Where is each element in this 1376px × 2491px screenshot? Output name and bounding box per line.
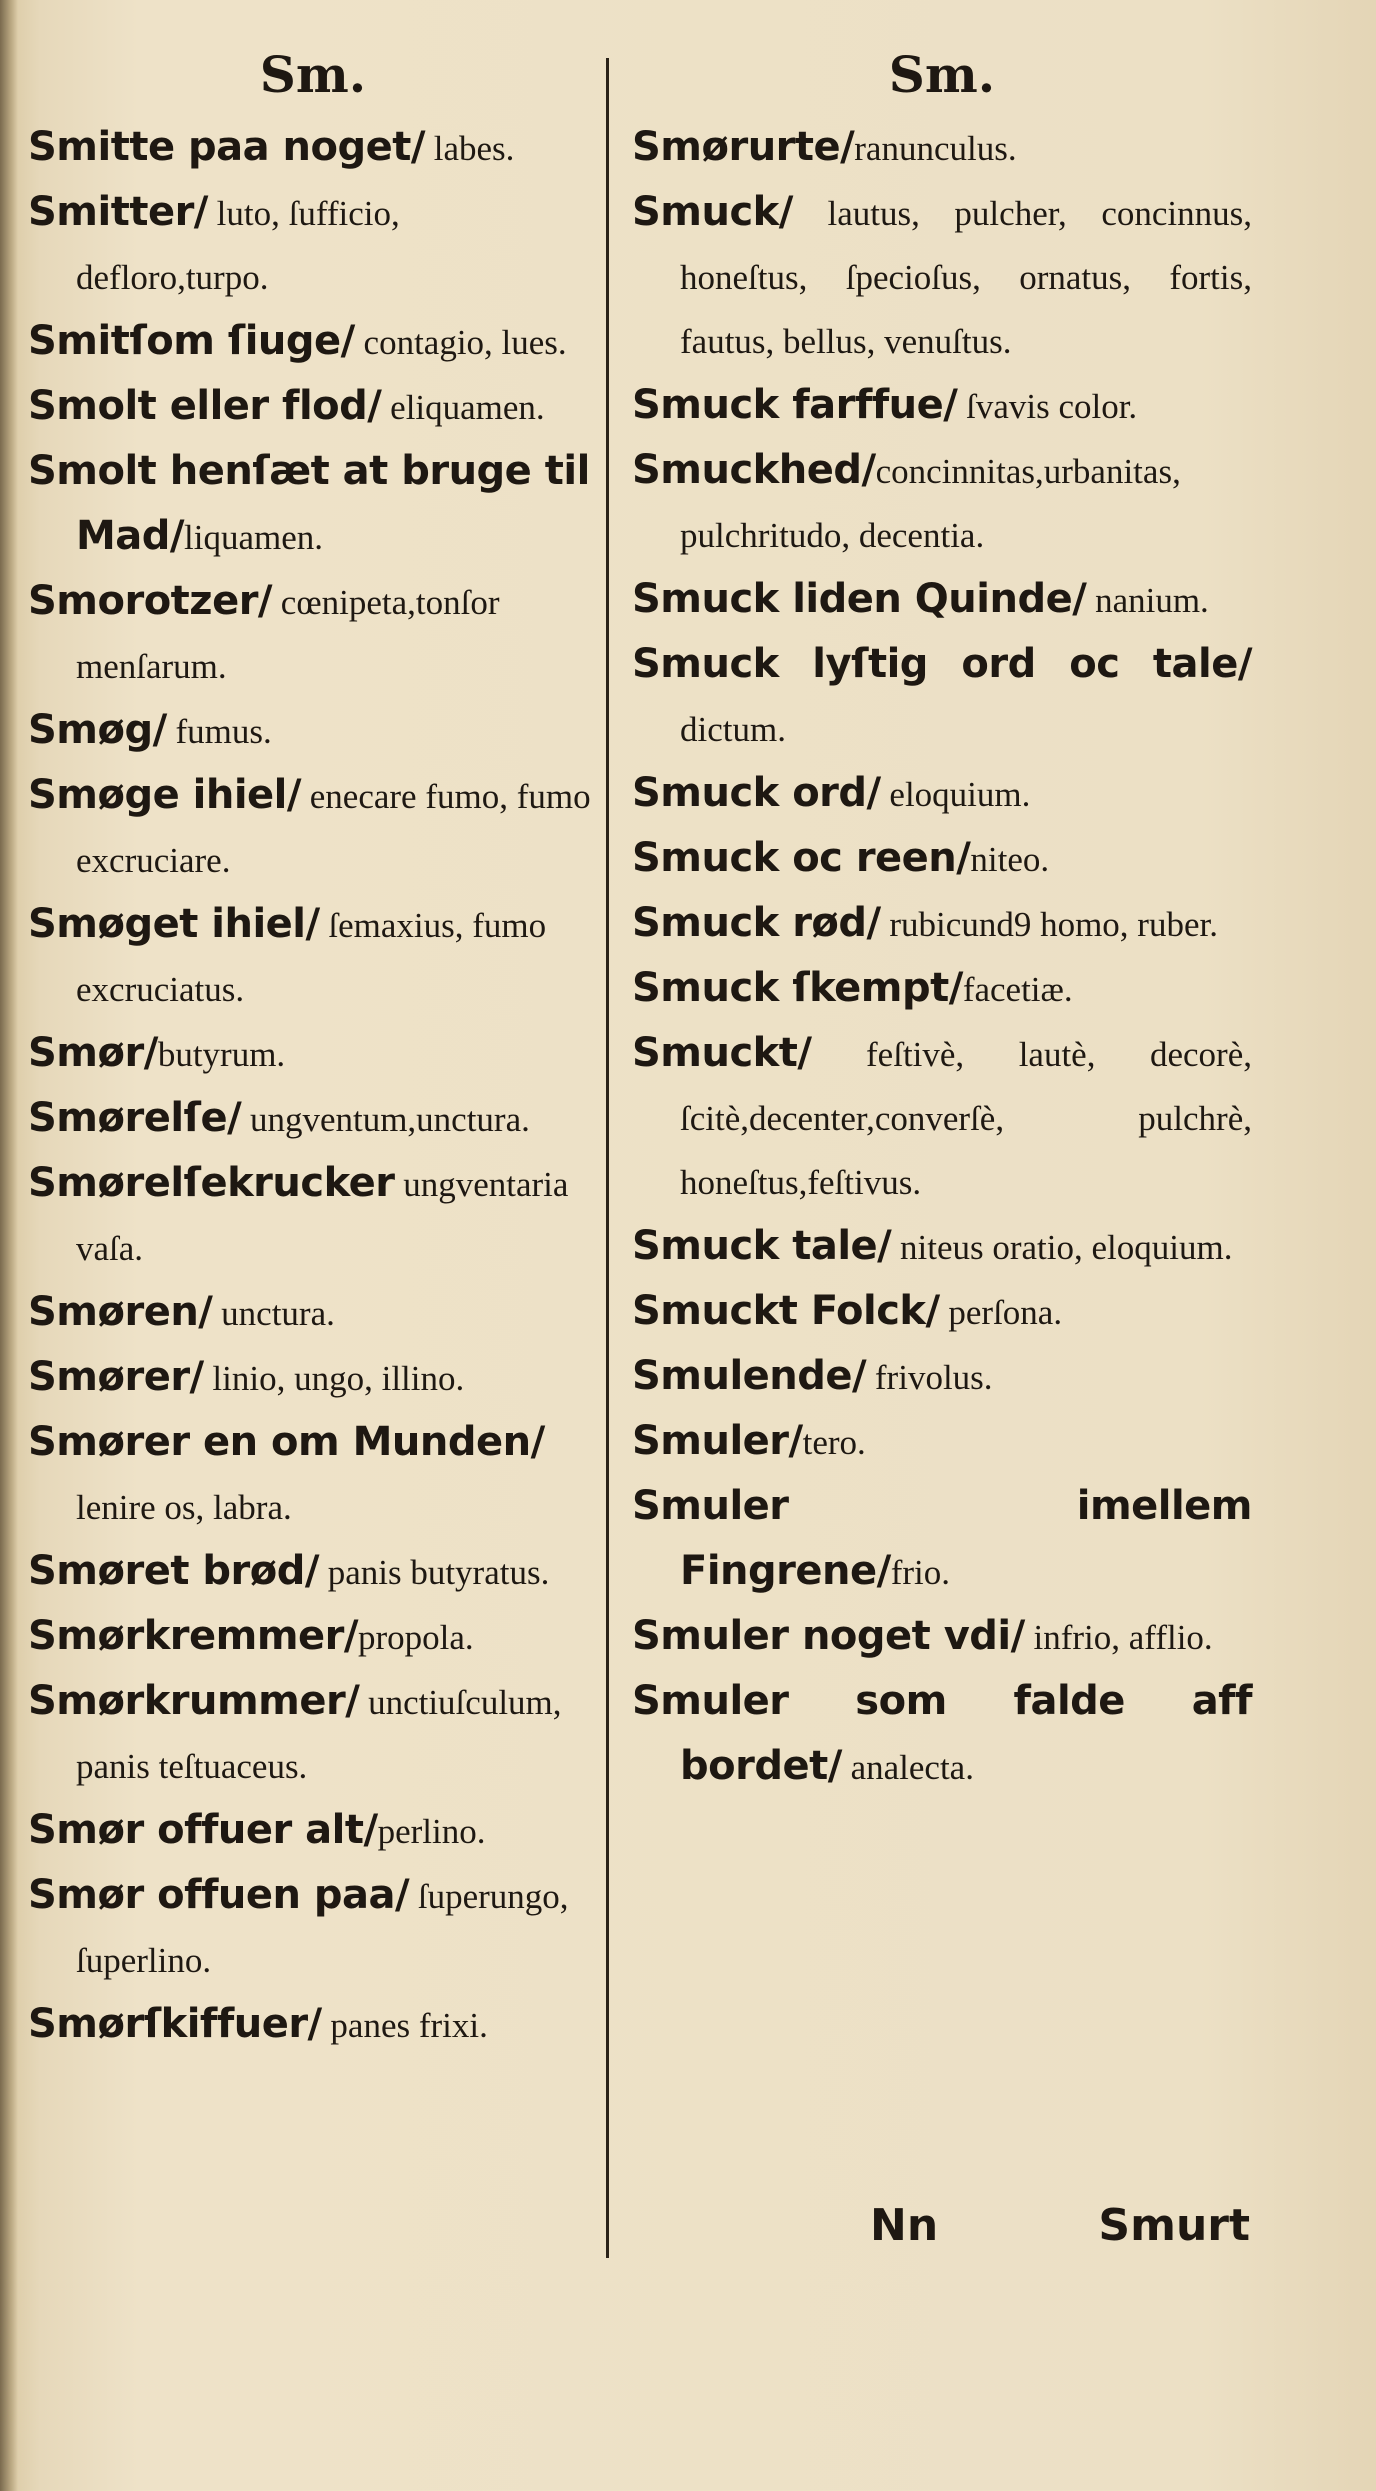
entry-definition: liquamen. bbox=[184, 518, 324, 557]
entry-definition: lautus, pulcher, concinnus, honeſtus, ſpecioſus, ornatus, fortis, fautus, bellus, venuſtus. bbox=[680, 194, 1252, 361]
dictionary-entry bbox=[28, 1087, 598, 1152]
dictionary-entry bbox=[28, 764, 598, 893]
entry-definition: facetiæ. bbox=[962, 970, 1073, 1009]
dictionary-entry bbox=[632, 827, 1252, 892]
entry-definition: ranunculus. bbox=[854, 129, 1017, 168]
entry-headword: Smøge ihiel/ bbox=[28, 772, 302, 818]
entry-headword: Smøren/ bbox=[28, 1289, 213, 1335]
dictionary-entry bbox=[28, 1281, 598, 1346]
entry-definition: ungventaria vaſa. bbox=[76, 1165, 569, 1268]
entry-definition: panes frixi. bbox=[321, 2006, 488, 2045]
dictionary-entry bbox=[28, 893, 598, 1022]
entry-definition: enecare fumo, fumo excruciare. bbox=[76, 777, 591, 880]
entry-headword: Smuck oc reen/ bbox=[632, 835, 971, 881]
dictionary-entry bbox=[28, 1799, 598, 1864]
entry-definition: ſemaxius, fumo excruciatus. bbox=[76, 906, 547, 1009]
entry-definition: nanium. bbox=[1086, 581, 1209, 620]
dictionary-entry bbox=[28, 375, 598, 440]
entry-headword: Smuck ord/ bbox=[632, 770, 881, 816]
entry-headword: Smitte paa noget/ bbox=[28, 124, 425, 170]
left-running-head: Sm. bbox=[259, 45, 367, 104]
entry-headword: Smuck tale/ bbox=[632, 1223, 892, 1269]
entry-definition: cœnipeta,tonſor menſarum. bbox=[76, 583, 500, 686]
dictionary-entry bbox=[28, 1993, 598, 2058]
entry-definition: frivolus. bbox=[866, 1358, 993, 1397]
entry-definition: perſona. bbox=[939, 1293, 1063, 1332]
dictionary-entry bbox=[632, 1345, 1252, 1410]
entry-definition: ſvavis color. bbox=[957, 387, 1138, 426]
page-footer bbox=[870, 2200, 1250, 2251]
entry-definition: dictum. bbox=[680, 710, 786, 749]
entry-headword: Smørkrummer/ bbox=[28, 1678, 360, 1724]
entry-headword: Smuck/ bbox=[632, 189, 793, 235]
entry-definition: rubicund9 homo, ruber. bbox=[880, 905, 1218, 944]
entry-definition: analecta. bbox=[841, 1748, 974, 1787]
dictionary-entry bbox=[28, 570, 598, 699]
entry-definition: linio, ungo, illino. bbox=[203, 1359, 465, 1398]
entry-definition: ungventum,unctura. bbox=[241, 1100, 530, 1139]
entry-headword: Smuler imellem Fingrene/ bbox=[632, 1483, 1252, 1594]
dictionary-entry bbox=[632, 374, 1252, 439]
entry-definition: unctura. bbox=[212, 1294, 335, 1333]
entry-definition: niteo. bbox=[970, 840, 1050, 879]
entry-headword: Smuck ſkempt/ bbox=[632, 965, 963, 1011]
entry-headword: Smuck rød/ bbox=[632, 900, 881, 946]
column-divider bbox=[606, 58, 609, 2258]
dictionary-entry bbox=[28, 1152, 598, 1281]
entry-definition: perlino. bbox=[377, 1812, 486, 1851]
entry-definition: unctiuſculum, panis teſtuaceus. bbox=[76, 1683, 562, 1786]
entry-headword: Smørelſekrucker bbox=[28, 1160, 395, 1206]
right-column bbox=[632, 40, 1252, 1800]
dictionary-entry bbox=[28, 440, 598, 570]
entry-headword: Smør/ bbox=[28, 1030, 158, 1076]
dictionary-entry bbox=[28, 699, 598, 764]
entry-headword: Smulende/ bbox=[632, 1353, 867, 1399]
entry-headword: Smørurte/ bbox=[632, 124, 855, 170]
dictionary-entry bbox=[632, 568, 1252, 633]
entry-definition: luto, ſufficio, defloro,turpo. bbox=[76, 194, 400, 297]
entry-definition: panis butyratus. bbox=[318, 1553, 550, 1592]
dictionary-entry bbox=[632, 762, 1252, 827]
dictionary-entry bbox=[28, 1540, 598, 1605]
signature-mark: Nn bbox=[870, 2200, 939, 2251]
dictionary-entry bbox=[28, 1670, 598, 1799]
entry-headword: Smørkremmer/ bbox=[28, 1613, 358, 1659]
entry-headword: Smørelſe/ bbox=[28, 1095, 242, 1141]
entry-headword: Smørſkiffuer/ bbox=[28, 2001, 322, 2047]
dictionary-entry bbox=[632, 1605, 1252, 1670]
entry-headword: Smolt eller flod/ bbox=[28, 383, 382, 429]
entry-headword: Smør offuer alt/ bbox=[28, 1807, 378, 1853]
entry-headword: Smorotzer/ bbox=[28, 578, 273, 624]
entry-definition: niteus oratio, eloquium. bbox=[891, 1228, 1233, 1267]
entry-headword: Smitter/ bbox=[28, 189, 208, 235]
dictionary-entry bbox=[632, 957, 1252, 1022]
entry-definition: butyrum. bbox=[157, 1035, 286, 1074]
entry-definition: frio. bbox=[890, 1553, 951, 1592]
entry-headword: Smuler noget vdi/ bbox=[632, 1613, 1025, 1659]
entry-headword: Smuckhed/ bbox=[632, 447, 876, 493]
dictionary-entry bbox=[28, 116, 598, 181]
catchword: Smurt bbox=[1098, 2200, 1250, 2251]
entry-headword: Smitſom ſiuge/ bbox=[28, 318, 355, 364]
entry-headword: Smuler/ bbox=[632, 1418, 803, 1464]
entry-headword: Smøget ihiel/ bbox=[28, 901, 320, 947]
entry-definition: labes. bbox=[425, 129, 515, 168]
entry-definition: ſuperungo, ſuperlino. bbox=[76, 1877, 569, 1980]
entry-definition: infrio, afflio. bbox=[1024, 1618, 1213, 1657]
dictionary-entry bbox=[632, 1215, 1252, 1280]
entry-headword: Smører en om Munden/ bbox=[28, 1419, 545, 1465]
entry-headword: Smøg/ bbox=[28, 707, 167, 753]
right-entry-list bbox=[632, 116, 1252, 1800]
entry-definition: feſtivè, lautè, decorè, ſcitè,decenter,converſè, pulchrè, honeſtus,feſtivus. bbox=[680, 1035, 1252, 1202]
entry-definition: fumus. bbox=[166, 712, 272, 751]
entry-headword: Smuck farffue/ bbox=[632, 382, 958, 428]
entry-headword: Smører/ bbox=[28, 1354, 204, 1400]
dictionary-entry bbox=[28, 1864, 598, 1993]
entry-headword: Smolt henſæt at bruge til Mad/ bbox=[28, 448, 590, 559]
dictionary-entry bbox=[632, 439, 1252, 568]
page-gutter bbox=[0, 0, 18, 2491]
dictionary-entry bbox=[28, 1605, 598, 1670]
entry-definition: tero. bbox=[802, 1423, 866, 1462]
left-entry-list bbox=[28, 116, 598, 2058]
dictionary-entry bbox=[632, 116, 1252, 181]
dictionary-entry bbox=[632, 1475, 1252, 1605]
dictionary-entry bbox=[632, 1410, 1252, 1475]
dictionary-entry bbox=[632, 1280, 1252, 1345]
left-column bbox=[28, 40, 598, 2058]
entry-definition: lenire os, labra. bbox=[76, 1488, 292, 1527]
dictionary-entry bbox=[28, 1346, 598, 1411]
entry-headword: Smør offuen paa/ bbox=[28, 1872, 410, 1918]
entry-headword: Smuckt/ bbox=[632, 1030, 812, 1076]
dictionary-entry bbox=[632, 1022, 1252, 1215]
dictionary-entry bbox=[632, 633, 1252, 762]
dictionary-entry bbox=[632, 1670, 1252, 1800]
entry-headword: Smuck lyſtig ord oc tale/ bbox=[632, 641, 1252, 687]
entry-definition: eliquamen. bbox=[381, 388, 545, 427]
entry-headword: Smuckt Folck/ bbox=[632, 1288, 940, 1334]
dictionary-entry bbox=[28, 181, 598, 310]
entry-definition: contagio, lues. bbox=[354, 323, 567, 362]
entry-headword: Smuck liden Quinde/ bbox=[632, 576, 1087, 622]
dictionary-entry bbox=[28, 1022, 598, 1087]
right-running-head: Sm. bbox=[888, 45, 996, 104]
entry-headword: Smøret brød/ bbox=[28, 1548, 319, 1594]
entry-definition: eloquium. bbox=[880, 775, 1031, 814]
dictionary-entry bbox=[632, 181, 1252, 374]
entry-headword: Smuler som falde aff bordet/ bbox=[632, 1678, 1252, 1789]
dictionary-entry bbox=[28, 310, 598, 375]
dictionary-entry bbox=[632, 892, 1252, 957]
entry-definition: concinnitas,urbanitas, pulchritudo, decentia. bbox=[680, 452, 1181, 555]
entry-definition: propola. bbox=[357, 1618, 474, 1657]
dictionary-entry bbox=[28, 1411, 598, 1540]
